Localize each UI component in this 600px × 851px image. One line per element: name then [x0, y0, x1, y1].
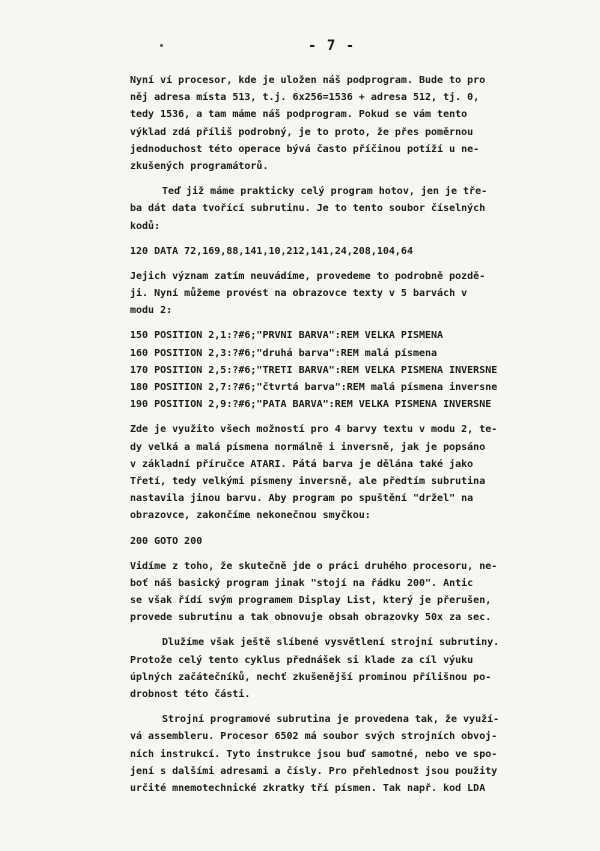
text-line: Nyní ví procesor, kde je uložen náš podprogram. Bude to pro	[130, 75, 486, 86]
text-line: ji. Nyní můžeme provést na obrazovce texty v 5 barvách v	[130, 288, 468, 300]
text-line: úplných začátečníků, nechť zkušenější prominou přílišnou po-	[130, 671, 492, 683]
text-line: se však řídí svým programem Display List, který je přerušen,	[130, 595, 492, 607]
text-line: provede subrutinu a tak obnovuje obsah obrazovky 50x za sec.	[130, 612, 492, 624]
text-line: Dlužíme však ještě slíbené vysvětlení strojní subrutiny.	[162, 637, 500, 649]
code-line: 150 POSITION 2,1:?#6;"PRVNI BARVA":REM VELKA PISMENA	[130, 330, 444, 342]
text-line: modu 2:	[130, 305, 173, 317]
text-line: v základní příručce ATARI. Pátá barva je dělána také jako	[130, 458, 474, 470]
code-line: 190 POSITION 2,9:?#6;"PATA BARVA":REM VELKA PISMENA INVERSNE	[130, 399, 492, 411]
code-line: 160 POSITION 2,3:?#6;"druhá barva":REM malá písmena	[130, 347, 438, 359]
text-line: tedy 1536, a tam máme náš podprogram. Pokud se vám tento	[130, 109, 468, 121]
code-line-200: 200 GOTO 200	[130, 535, 203, 547]
paragraph-7	[130, 711, 570, 797]
text-line: určité mnemotechnické zkratky tří písmen. Tak např. kod LDA	[130, 782, 486, 794]
text-line: Třetí, tedy velkými písmeny inversně, ale předtím subrutina	[130, 475, 486, 487]
paragraph-6	[130, 634, 570, 703]
text-line: jení s dalšími adresami a čísly. Pro přehlednost jsou použity	[130, 765, 498, 777]
text-line: vá assembleru. Procesor 6502 má soubor svých strojních obvoj-	[130, 731, 498, 743]
text-line: dy velká a malá písmena normálně i inversně, jak je popsáno	[130, 441, 486, 453]
paragraph-5	[130, 558, 570, 627]
text-line: Protože celý tento cyklus přednášek si klade za cíl výuku	[130, 654, 474, 666]
scan-speck	[160, 44, 163, 47]
text-line: něj adresa místa 513, t.j. 6x256=1536 + adresa 512, tj. 0,	[130, 92, 480, 104]
code-block-positions	[130, 327, 570, 413]
paragraph-1	[130, 72, 570, 175]
text-line: drobnost této části.	[130, 689, 251, 700]
text-line: výklad zdá příliš podrobný, je to proto, že přes poměrnou	[130, 126, 474, 138]
page-number: - 7 -	[308, 38, 356, 54]
code-line: 170 POSITION 2,5:?#6;"TRETI BARVA":REM VELKA PISMENA INVERSNE	[130, 364, 498, 376]
text-line: zkušených programátorů.	[130, 160, 269, 172]
text-line: nastavila jinou barvu. Aby program po spuštění "držel" na	[130, 493, 474, 505]
code-line: 180 POSITION 2,7:?#6;"čtvrtá barva":REM malá písmena inversne	[130, 382, 498, 393]
text-line: jednoduchost této operace bývá často příčinou potíží u ne-	[130, 143, 480, 155]
text-line: boť náš basický program jinak "stojí na řádku 200". Antic	[130, 577, 474, 589]
text-line: obrazovce, zakončíme nekonečnou smyčkou:	[130, 510, 371, 522]
text-line: Teď již máme prakticky celý program hotov, jen je tře-	[162, 186, 488, 198]
text-line: Strojní programové subrutina je provedena tak, že využí-	[162, 714, 500, 726]
text-line: Jejich význam zatím neuvádíme, provedeme to podrobně pozdě-	[130, 270, 486, 282]
code-line-120: 120 DATA 72,169,88,141,10,212,141,24,208,104,64	[130, 245, 413, 257]
paragraph-2	[130, 183, 570, 235]
text-line: ních instrukcí. Tyto instrukce jsou buď samotné, nebo ve spo-	[130, 748, 498, 760]
text-line: Zde je využito všech možností pro 4 barvy textu v modu 2, te-	[130, 424, 498, 436]
text-line: Vidíme z toho, že skutečně jde o práci druhého procesoru, ne-	[130, 560, 498, 572]
paragraph-3	[130, 268, 570, 320]
body-text	[130, 72, 570, 797]
text-line: kodů:	[130, 220, 161, 232]
paragraph-4	[130, 421, 570, 524]
text-line: ba dát data tvořící subrutinu. Je to tento soubor číselných	[130, 203, 486, 215]
